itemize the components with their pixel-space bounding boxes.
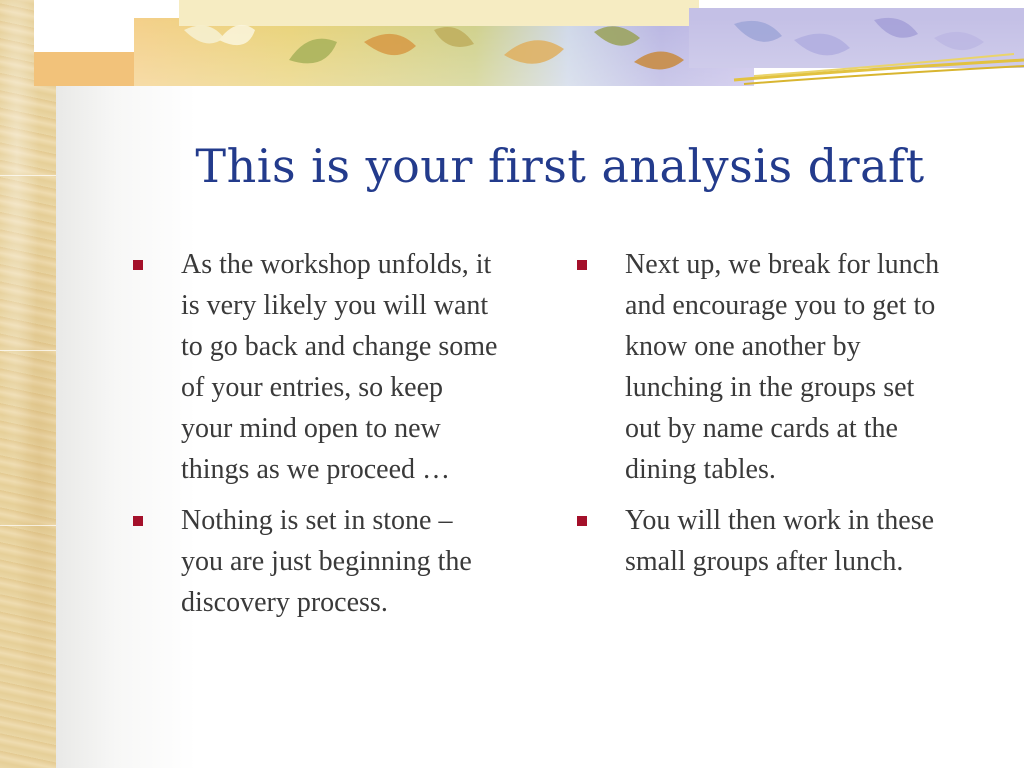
square-bullet-icon — [577, 260, 587, 270]
bullet-text: You will then work in these small groups after lunch. — [625, 505, 935, 577]
square-bullet-icon — [577, 516, 587, 526]
bullet-column-right — [574, 244, 944, 592]
leaf-banner-image — [34, 0, 1024, 86]
slide-title: This is your first analysis draft — [195, 139, 925, 193]
bullet-item — [130, 500, 500, 623]
parchment-seam — [0, 525, 56, 526]
bullet-item — [130, 244, 500, 490]
parchment-seam — [0, 175, 56, 176]
parchment-sidebar — [0, 0, 57, 768]
bullet-item — [574, 500, 944, 582]
bullet-column-left — [130, 244, 500, 633]
square-bullet-icon — [133, 260, 143, 270]
parchment-seam — [0, 350, 56, 351]
bullet-item — [574, 244, 944, 490]
bullet-text: Nothing is set in stone – you are just beginning the discovery process. — [181, 505, 472, 618]
bullet-text: As the workshop unfolds, it is very likely you will want to go back and change some of your entries, so keep your mind open to new things as we proceed … — [181, 249, 498, 485]
bullet-text: Next up, we break for lunch and encourage you to get to know one another by lunching in the groups set out by name cards at the dining tables. — [625, 249, 940, 485]
square-bullet-icon — [133, 516, 143, 526]
